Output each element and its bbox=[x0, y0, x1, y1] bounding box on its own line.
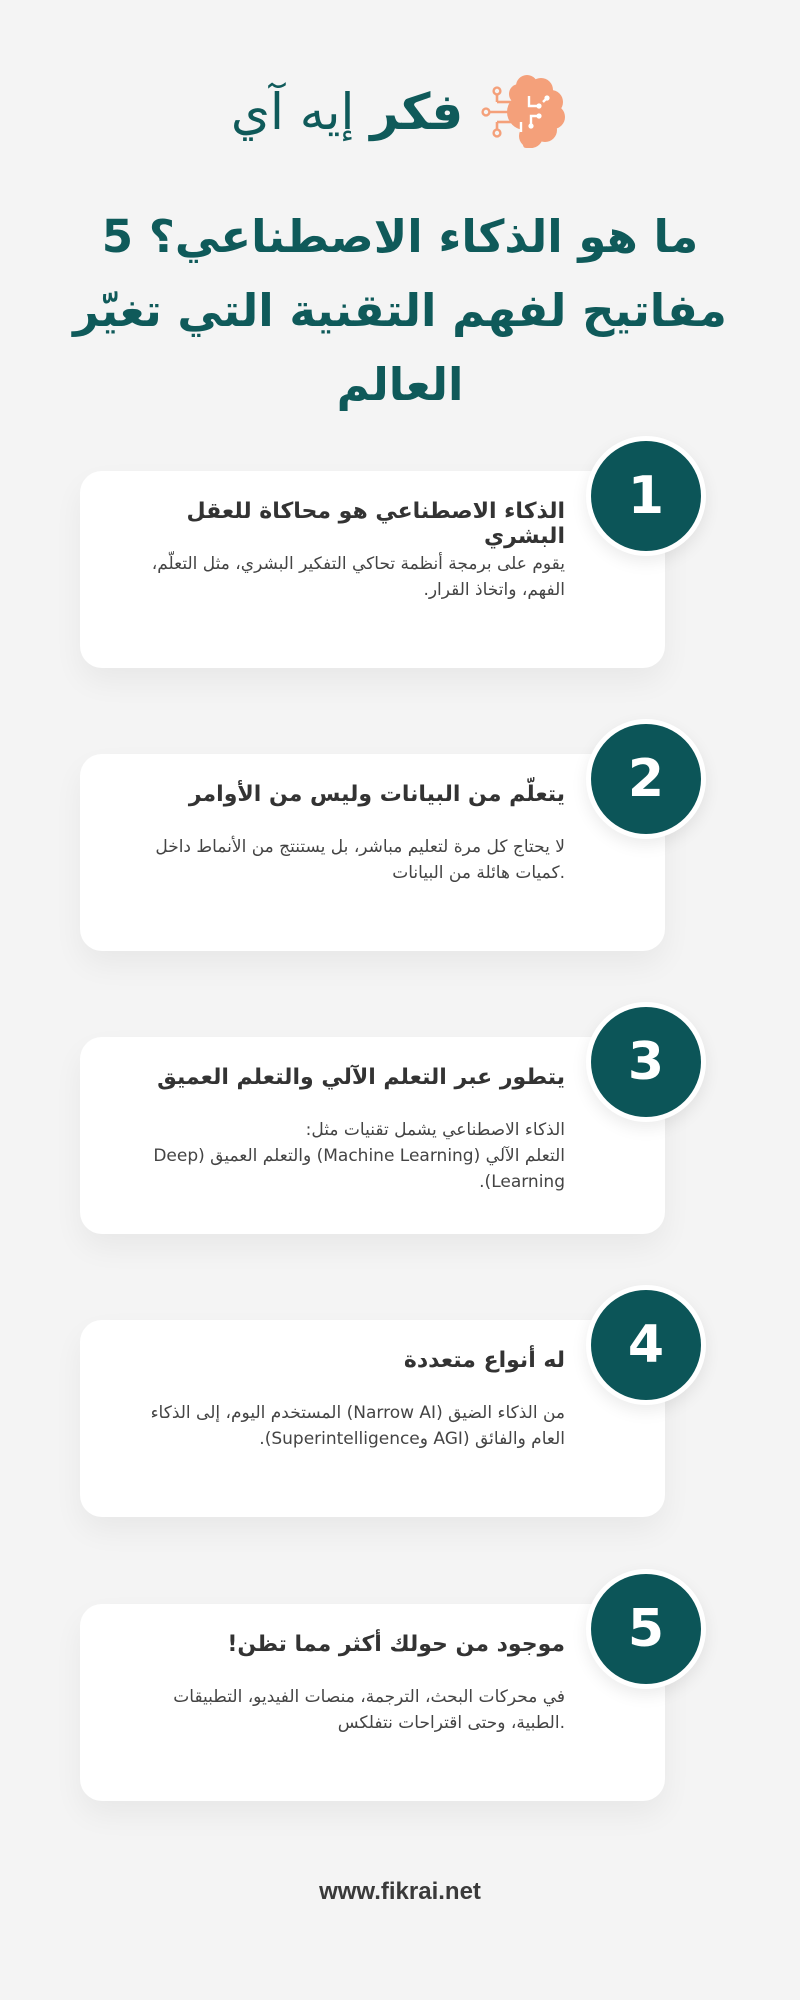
number-badge-1 bbox=[586, 436, 706, 556]
page-title-line: العالم bbox=[336, 358, 464, 411]
info-card-4 bbox=[80, 1320, 665, 1517]
number-badge-value: 3 bbox=[591, 1007, 701, 1117]
number-badge-3 bbox=[586, 1002, 706, 1122]
page-title bbox=[60, 200, 740, 422]
card-body bbox=[125, 1400, 565, 1452]
number-badge-2 bbox=[586, 719, 706, 839]
number-badge-value: 2 bbox=[591, 724, 701, 834]
page-title-line: مفاتيح لفهم التقنية التي تغيّر bbox=[73, 284, 727, 337]
page-title-line: ما هو الذكاء الاصطناعي؟ 5 bbox=[101, 210, 699, 263]
card-body bbox=[125, 1684, 565, 1736]
card-body-line: .كميات هائلة من البيانات bbox=[392, 863, 565, 883]
info-card-1 bbox=[80, 471, 665, 668]
card-body-line: التعلم الآلي (Machine Learning) والتعلم العميق (Deep bbox=[153, 1146, 565, 1166]
info-card-2 bbox=[80, 754, 665, 951]
card-heading: يتطور عبر التعلم الآلي والتعلم العميق bbox=[157, 1065, 565, 1090]
card-heading: يتعلّم من البيانات وليس من الأوامر bbox=[188, 782, 565, 807]
card-body bbox=[125, 834, 565, 886]
card-body-line: العام والفائق (AGI وSuperintelligence). bbox=[259, 1429, 565, 1449]
card-heading: له أنواع متعددة bbox=[403, 1348, 565, 1373]
brand-name-bold: فكر bbox=[370, 83, 464, 141]
card-body-line: Learning). bbox=[479, 1172, 565, 1192]
brand-name bbox=[231, 83, 463, 141]
info-card-5 bbox=[80, 1604, 665, 1801]
card-body-line: يقوم على برمجة أنظمة تحاكي التفكير البشري، مثل التعلّم، bbox=[151, 554, 565, 574]
card-heading: موجود من حولك أكثر مما تظن! bbox=[227, 1632, 565, 1657]
card-body-line: الذكاء الاصطناعي يشمل تقنيات مثل: bbox=[305, 1120, 565, 1140]
card-body bbox=[125, 551, 565, 603]
card-body-line: من الذكاء الضيق (Narrow AI) المستخدم اليوم، إلى الذكاء bbox=[150, 1403, 565, 1423]
brain-circuit-icon bbox=[477, 72, 569, 152]
number-badge-value: 4 bbox=[591, 1290, 701, 1400]
website-url[interactable]: www.fikrai.net bbox=[319, 1878, 481, 1905]
card-body-line: في محركات البحث، الترجمة، منصات الفيديو، التطبيقات bbox=[173, 1687, 565, 1707]
info-card-3 bbox=[80, 1037, 665, 1234]
number-badge-value: 5 bbox=[591, 1574, 701, 1684]
brand-name-rest: إيه آي bbox=[230, 83, 355, 141]
card-body-line: الفهم، واتخاذ القرار. bbox=[423, 580, 565, 600]
card-body bbox=[125, 1117, 565, 1195]
number-badge-value: 1 bbox=[591, 441, 701, 551]
card-body-line: .الطبية، وحتى اقتراحات نتفلكس bbox=[337, 1713, 565, 1733]
number-badge-4 bbox=[586, 1285, 706, 1405]
brand-logo bbox=[0, 62, 800, 162]
card-body-line: لا يحتاج كل مرة لتعليم مباشر، بل يستنتج من الأنماط داخل bbox=[155, 837, 565, 857]
number-badge-5 bbox=[586, 1569, 706, 1689]
card-heading: الذكاء الاصطناعي هو محاكاة للعقل البشري bbox=[186, 499, 565, 549]
